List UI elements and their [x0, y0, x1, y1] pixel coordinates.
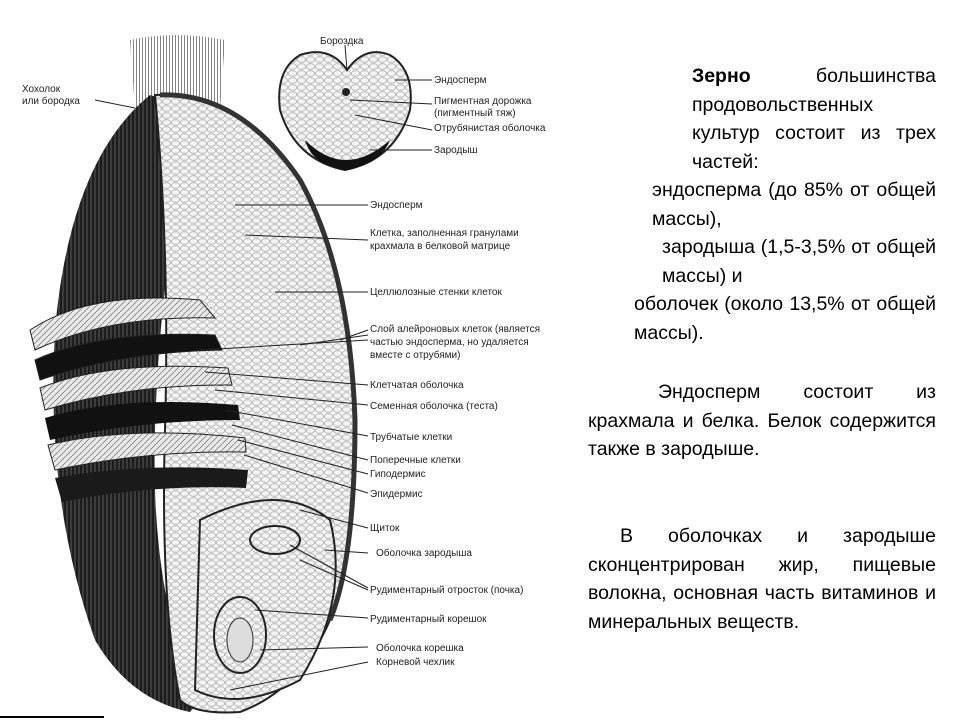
embryo	[195, 500, 336, 699]
endosperm-text	[588, 378, 936, 464]
label-aleurone-2: частью эндосперма, но удаляется	[370, 337, 529, 348]
label-aleurone-3: вместе с отрубями)	[370, 350, 461, 361]
label-cs-bran: Отрубянистая оболочка	[434, 123, 546, 134]
label-cs-pigment-1: Пигментная дорожка	[434, 96, 532, 107]
label-starch-cell-1: Клетка, заполненная гранулами	[370, 228, 519, 239]
label-cs-pigment-2: (пигментный тяж)	[434, 108, 516, 119]
label-aleurone-1: Слой алейроновых клеток (является	[370, 324, 541, 335]
label-germ-coat: Оболочка зародыша	[376, 548, 472, 559]
label-root: Рудиментарный корешок	[370, 614, 487, 625]
composition-text	[588, 62, 936, 347]
label-seed-coat: Семенная оболочка (теста)	[370, 401, 498, 412]
label-epidermis: Эпидермис	[370, 489, 423, 500]
label-tube-cells: Трубчатые клетки	[370, 432, 453, 443]
label-cross-cells: Поперечные клетки	[370, 455, 461, 466]
p1-line1	[588, 62, 936, 176]
p1-bold: Зерно	[692, 65, 751, 87]
label-groove: Бороздка	[320, 36, 364, 47]
p2: Эндосперм состоит из крахмала и белка. Белок содержится также в зародыше.	[588, 381, 936, 460]
label-root-coat: Оболочка корешка	[376, 643, 464, 654]
item-germ: зародыша (1,5-3,5% от общей массы) и	[662, 236, 936, 287]
cross-section	[279, 52, 411, 170]
label-scutellum: Щиток	[370, 523, 400, 534]
label-hypodermis: Гиподермис	[370, 469, 426, 480]
item-coats: оболочек (около 13,5% от общей массы).	[634, 293, 936, 344]
p3: В оболочках и зародыше сконцентрирован жир, пищевые волокна, основная часть витаминов и минеральных веществ.	[588, 525, 936, 633]
bottom-rule	[0, 716, 104, 718]
label-endosperm: Эндосперм	[370, 200, 423, 211]
item-endosperm: эндосперма (до 85% от общей массы),	[652, 179, 936, 230]
label-root-cap: Корневой чехлик	[376, 657, 455, 668]
label-tuft-2: или бородка	[22, 96, 80, 107]
p1-rest: большинства продовольственных культур состоит из трех частей:	[692, 65, 936, 173]
label-cs-endosperm: Эндосперм	[434, 75, 487, 86]
label-tuft-1: Хохолок	[22, 84, 61, 95]
coats-text	[588, 522, 936, 636]
label-cs-germ: Зародыш	[434, 145, 478, 156]
label-cellulose: Целлюлозные стенки клеток	[370, 287, 502, 298]
label-starch-cell-2: крахмала в белковой матрице	[370, 241, 511, 252]
label-fiber-coat: Клетчатая оболочка	[370, 380, 464, 391]
label-shoot: Рудиментарный отросток (почка)	[370, 585, 524, 596]
